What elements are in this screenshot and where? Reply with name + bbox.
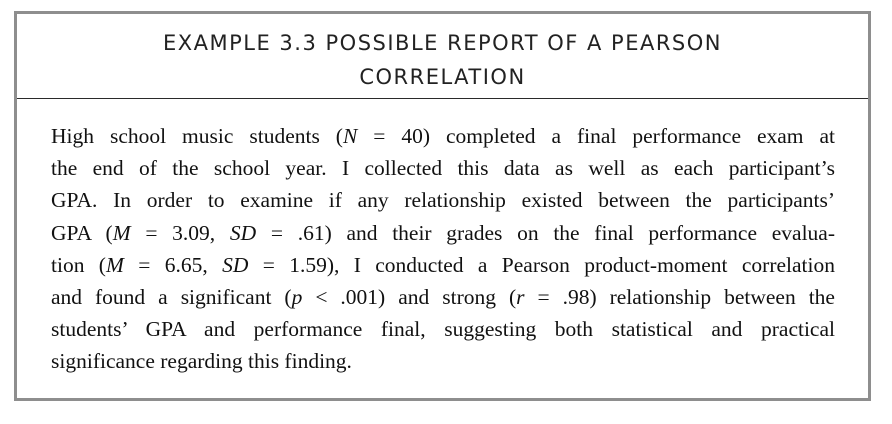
report-line [51,184,835,216]
report-line [51,249,835,281]
statistic-symbol: M [112,220,131,245]
report-paragraph [51,120,835,378]
report-line [51,152,835,184]
report-line [51,345,835,377]
report-text: = 6.65, [123,252,223,277]
report-line [51,217,835,249]
report-text: < .001) and strong ( [302,285,517,310]
report-text: GPA. In order to examine if any relationship existed between the participants’ [51,188,835,213]
report-text: = .98) relationship between the [524,285,835,310]
example-box [14,11,871,401]
statistic-symbol: SD [222,252,249,277]
report-line [51,120,835,152]
statistic-symbol: N [342,124,358,148]
example-title-line-1: EXAMPLE 3.3 POSSIBLE REPORT OF A PEARSON [162,31,723,55]
statistic-symbol: M [105,252,124,277]
report-text: tion ( [51,252,106,277]
report-text: GPA ( [51,220,113,245]
title-divider [17,98,868,99]
statistic-symbol: SD [229,220,257,245]
report-text: = .61) and their grades on the final performance evalua- [256,220,835,245]
report-text: students’ GPA and performance final, suggesting both statistical and practical [51,317,835,342]
report-text: High school music students ( [51,124,343,148]
report-text: the end of the school year. I collected this data as well as each participant’s [51,156,835,181]
report-line [51,313,835,345]
example-title [17,26,868,94]
report-line [51,281,835,313]
statistic-symbol: r [516,285,525,310]
report-text: and found a significant ( [51,285,292,310]
example-title-line-2: CORRELATION [359,65,526,89]
report-text: = 1.59), I conducted a Pearson product-moment correlation [248,252,835,277]
report-text: = 40) completed a final performance exam at [357,124,835,148]
statistic-symbol: p [291,285,303,310]
report-text: significance regarding this finding. [51,349,352,374]
report-text: = 3.09, [130,220,230,245]
